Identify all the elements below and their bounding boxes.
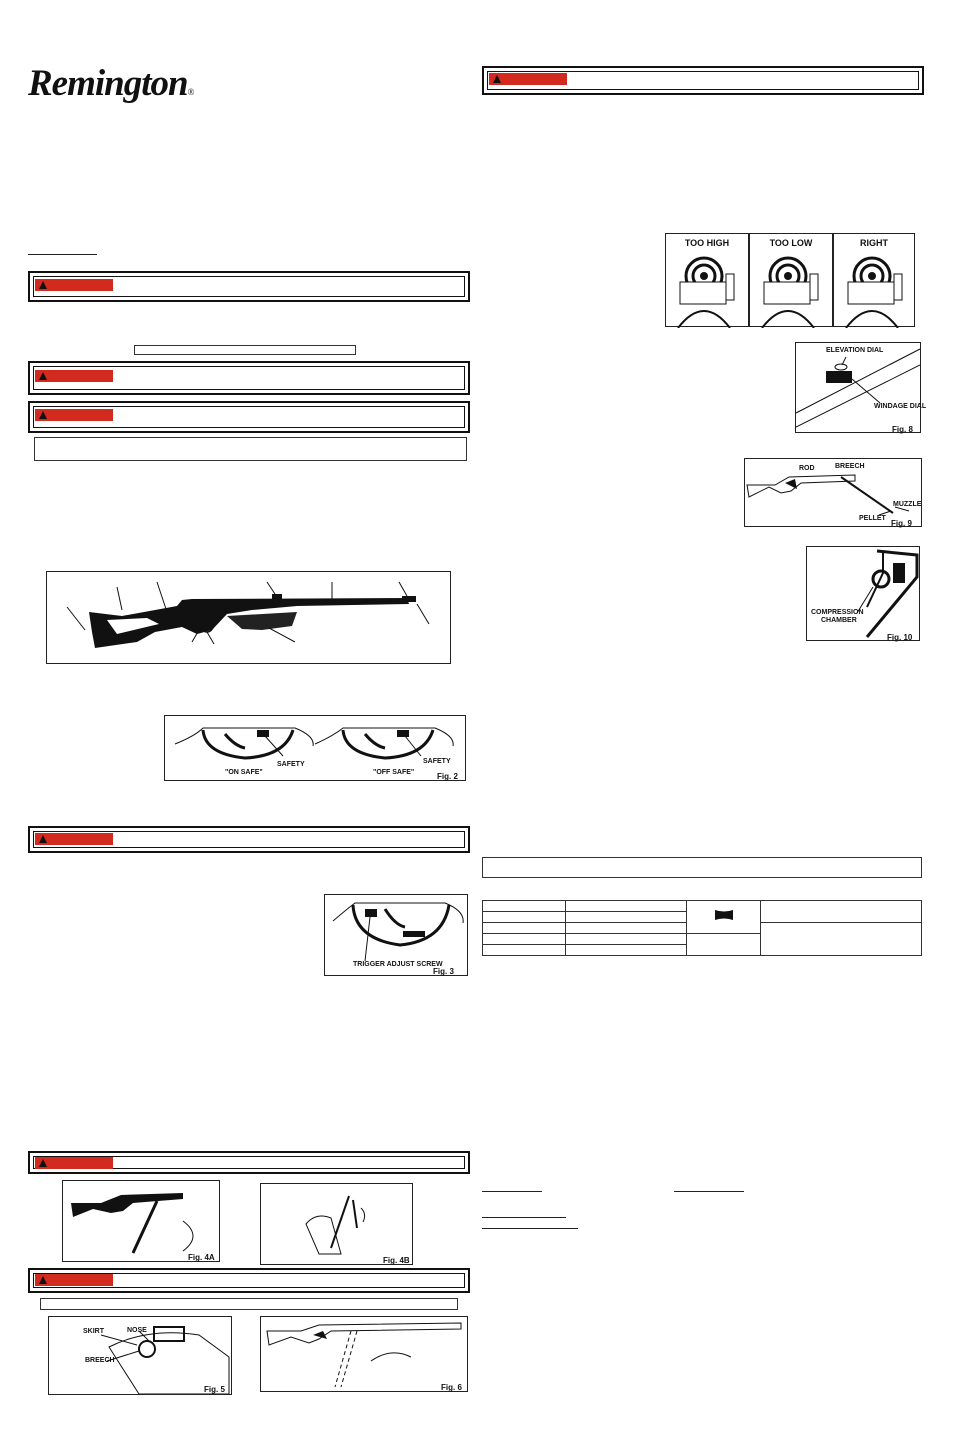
figure-5-breech [48,1316,232,1395]
warning-box-2 [28,361,470,395]
table-cell [483,901,566,912]
sight-panel-too-high [665,233,749,327]
warning-triangle-icon [39,1276,47,1284]
figure-6-closing [260,1316,468,1392]
table-cell [483,934,566,945]
sight-heading: TOO LOW [769,238,813,248]
figure-10-chamber [806,546,920,641]
warning-triangle-icon [39,281,47,289]
figure-9-loading [744,458,922,527]
brand-name: Remington [28,63,188,104]
warning-triangle-icon [39,411,47,419]
nose-label: NOSE [127,1327,147,1334]
trigger-screw-label: TRIGGER ADJUST SCREW [353,961,443,968]
loading-drawing [745,459,921,526]
table-cell [566,901,687,912]
chamber-drawing [807,547,919,640]
rifle-drawing [47,572,450,663]
warning-box-5 [28,1151,470,1174]
warning-label-bar [35,1274,113,1286]
figure-2-safety [164,715,466,781]
warning-box-right-1 [482,66,924,95]
sight-panel-right [833,233,915,327]
warning-label-bar [35,833,113,845]
muzzle-label: MUZZLE [893,501,922,508]
safety-label: SAFETY [423,758,451,765]
table-cell [566,945,687,956]
table-cell [687,901,761,934]
note-box [40,1298,458,1310]
table-cell [483,912,566,923]
figure-number: Fig. 3 [433,967,454,976]
skirt-label: SKIRT [83,1328,104,1335]
figure-number: Fig. 2 [437,772,458,781]
cocking-drawing [63,1181,219,1261]
figure-number: Fig. 6 [441,1383,462,1392]
table-cell [761,923,922,956]
breech-label: BREECH [85,1357,115,1364]
warning-box-4 [28,826,470,853]
chamber-label: CHAMBER [821,617,857,624]
table-cell [566,923,687,934]
safety-label: SAFETY [277,761,305,768]
breech-label: BREECH [835,463,865,470]
section-underline [482,1191,542,1192]
sight-panel-too-low [749,233,833,327]
figure-number: Fig. 8 [892,425,913,434]
figure-number: Fig. 4B [383,1256,410,1265]
figure-number: Fig. 5 [204,1385,225,1394]
sight-heading: RIGHT [860,238,888,248]
warning-triangle-icon [39,372,47,380]
sight-adjust-chart [665,233,915,327]
compression-label: COMPRESSION [811,609,864,616]
section-underline [482,1228,578,1229]
pellet-label: PELLET [859,515,886,522]
section-underline [674,1191,744,1192]
on-safe-label: "ON SAFE" [225,769,263,776]
sight-dials-drawing [796,343,920,432]
note-box-right [482,857,922,878]
note-box [34,437,467,461]
note-box-small [134,345,356,355]
sight-heading: TOO HIGH [684,238,730,248]
figure-number: Fig. 9 [891,519,912,528]
warning-triangle-icon [39,1159,47,1167]
warning-triangle-icon [39,835,47,843]
specifications-table [482,900,922,956]
warning-box-3 [28,401,470,433]
section-underline [28,254,97,255]
table-cell [761,901,922,923]
rod-label: ROD [799,465,815,472]
windage-dial-label: WINDAGE DIAL [874,403,927,410]
closing-drawing [261,1317,467,1391]
warning-label-bar [35,1157,113,1169]
figure-number: Fig. 10 [887,633,913,642]
pellet-icon [715,909,733,921]
remington-logo [28,62,193,105]
figure-number: Fig. 4A [188,1253,215,1262]
figure-4b-cocking [260,1183,413,1265]
table-cell [566,912,687,923]
table-cell [483,923,566,934]
warning-label-bar [489,73,567,85]
table-cell [687,934,761,956]
registered-mark: ® [187,87,194,97]
section-underline [482,1217,566,1218]
off-safe-label: "OFF SAFE" [373,769,415,776]
elevation-dial-label: ELEVATION DIAL [826,347,884,354]
rifle-parts-diagram [46,571,451,664]
warning-label-bar [35,370,113,382]
figure-8-sight-dials [795,342,927,434]
warning-box-6 [28,1268,470,1293]
warning-label-bar [35,409,113,421]
safety-drawing [165,716,465,780]
table-cell [483,945,566,956]
figure-3-trigger [324,894,468,976]
cocking-person-drawing [261,1184,412,1264]
warning-triangle-icon [493,75,501,83]
warning-label-bar [35,279,113,291]
warning-box-1 [28,271,470,302]
table-cell [566,934,687,945]
figure-4a-cocking [62,1180,220,1262]
